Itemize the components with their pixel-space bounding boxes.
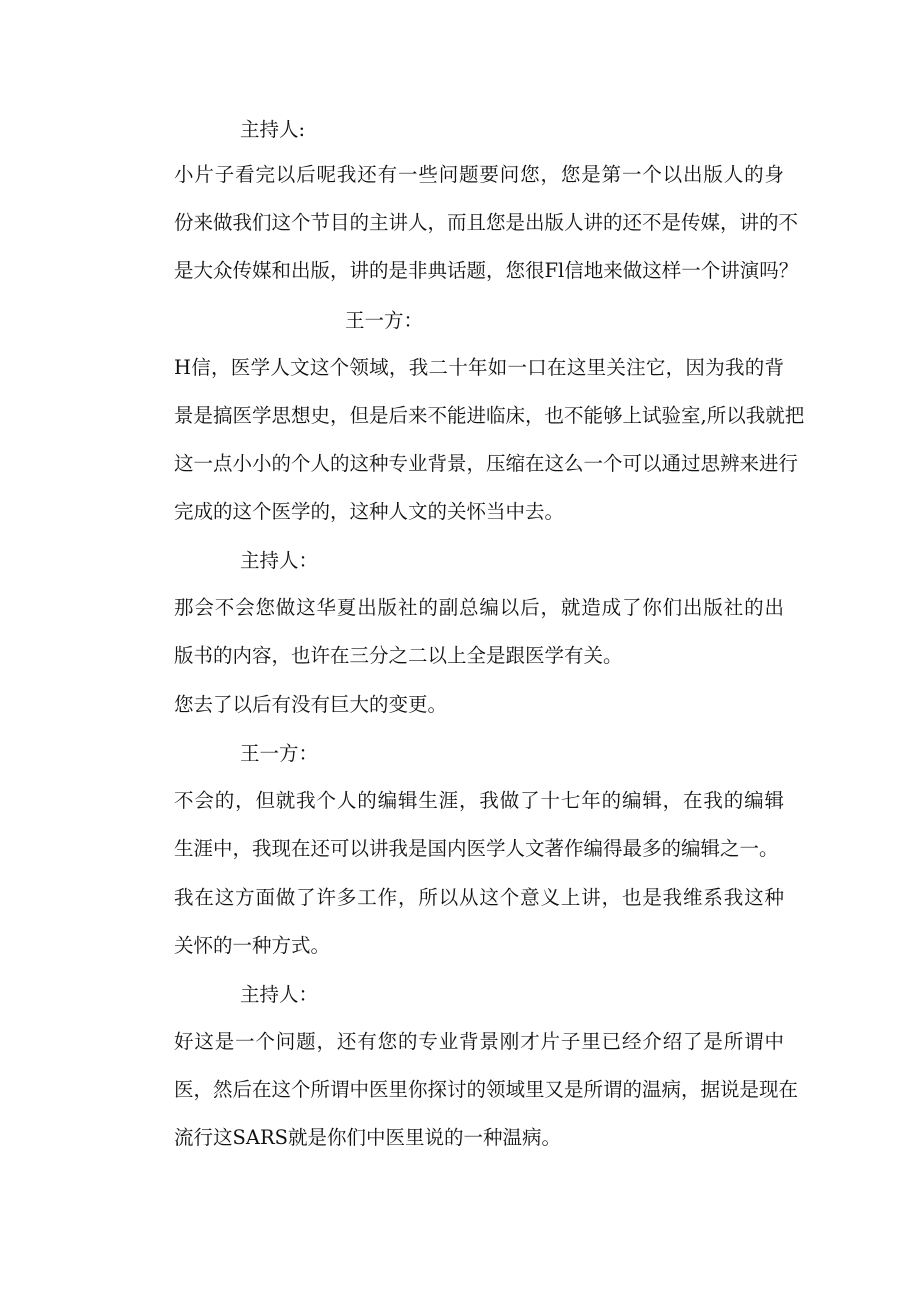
paragraph-line: 版书的内容，也许在三分之二以上全是跟医学有关。 [174, 644, 623, 667]
paragraph-line: H信，医学人文这个领域，我二十年如一口在这里关注它，因为我的背 [174, 356, 784, 379]
paragraph-line: 是大众传媒和出版，讲的是非典话题，您很Fl信地来做这样一个讲演吗？ [174, 259, 799, 282]
paragraph-line: 好这是一个问题，还有您的专业背景刚才片子里已经介绍了是所谓中 [174, 1030, 784, 1053]
paragraph-line: 我在这方面做了许多工作，所以从这个意义上讲，也是我维系我这种 [174, 886, 784, 909]
paragraph-line: 小片子看完以后呢我还有一些问题要问您，您是第一个以出版人的身 [174, 163, 784, 186]
paragraph-line: 不会的，但就我个人的编辑生涯，我做了十七年的编辑，在我的编辑 [174, 789, 784, 812]
paragraph-line: 生涯中，我现在还可以讲我是国内医学人文著作编得最多的编辑之一。 [174, 837, 779, 860]
speaker-label-wang: 王一方： [240, 742, 319, 765]
speaker-label-host: 主持人: [240, 118, 306, 141]
paragraph-line: 份来做我们这个节目的主讲人，而且您是出版人讲的还不是传媒，讲的不 [174, 211, 799, 234]
paragraph-line: 那会不会您做这华夏出版社的副总编以后，就造成了你们出版社的出 [174, 596, 784, 619]
paragraph-line: 医，然后在这个所谓中医里你探讨的领域里又是所谓的温病，据说是现在 [174, 1078, 799, 1101]
paragraph-line: 流行这SARS就是你们中医里说的一种温病。 [174, 1126, 561, 1149]
paragraph-line: 景是搞医学思想史，但是后来不能进临床，也不能够上试验室,所以我就把 [174, 404, 805, 427]
speaker-label-wang: 王一方： [345, 309, 424, 332]
paragraph-line: 这一点小小的个人的这种专业背景，压缩在这么一个可以通过思辨来进行 [174, 452, 799, 475]
paragraph-line: 完成的这个医学的，这种人文的关怀当中去。 [174, 500, 565, 523]
speaker-label-host: 主持人： [240, 983, 319, 1006]
speaker-label-host: 主持人： [240, 549, 319, 572]
paragraph-line: 关怀的一种方式。 [174, 934, 331, 957]
paragraph-line: 您去了以后有没有巨大的变更。 [174, 693, 448, 716]
